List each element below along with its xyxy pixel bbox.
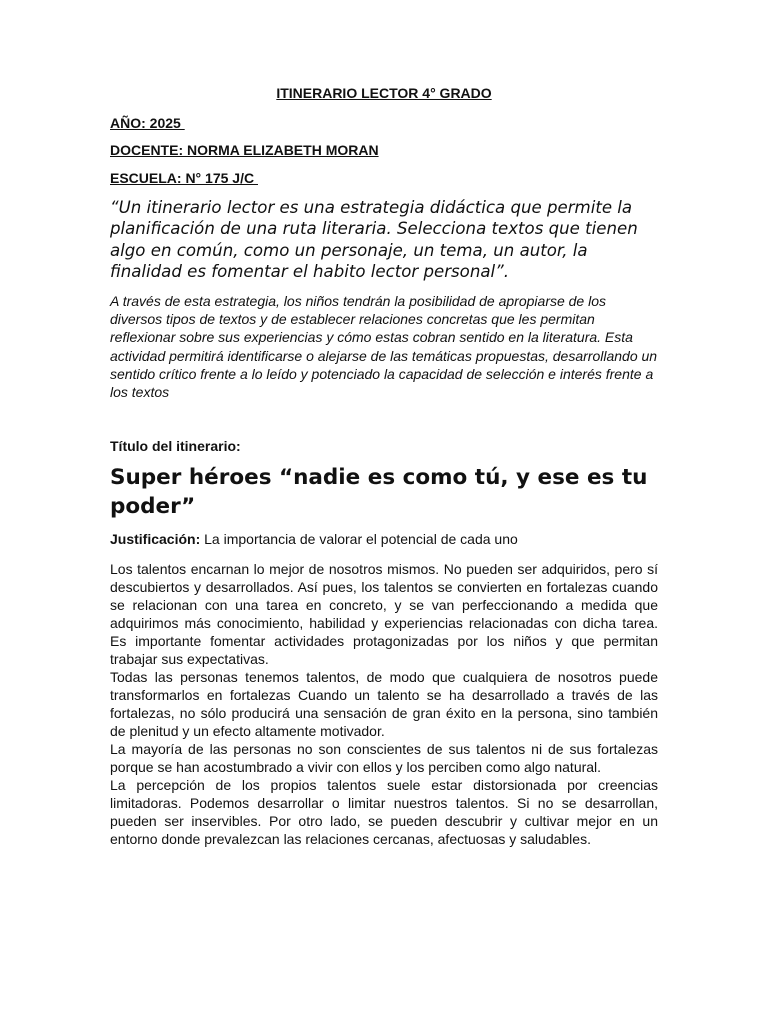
justification-label: Justificación: [110, 531, 201, 547]
document-title: ITINERARIO LECTOR 4° GRADO [276, 85, 492, 101]
body-paragraph: La percepción de los propios talentos suele estar distorsionada por creencias limitadoras. Podemos desarrollar o limitar nuestros talentos. Si no se desarrollan, pueden ser inservibles. Por otro lado, se pueden descubrir y cultivar mejor en un entorno donde prevalezcan las relaciones cercanas, afectuosas y saludables. [110, 777, 658, 847]
justification-text: La importancia de valorar el potencial de cada uno [200, 531, 518, 547]
body-paragraph: Los talentos encarnan lo mejor de nosotros mismos. No pueden ser adquiridos, pero sí descubiertos y desarrollados. Así pues, los talentos se convierten en fortalezas cuando se relacionan con una tarea en concreto, y se van perfeccionando a medida que adquirimos más conocimiento, habilidad y experiencias relacionadas con dicha tarea. Es importante fomentar actividades protagonizadas por los niños y que permitan trabajar sus expectativas. [110, 561, 658, 667]
body-text [110, 560, 658, 848]
body-paragraph: La mayoría de las personas no son conscientes de sus talentos ni de sus fortalezas porque se han acostumbrado a vivir con ellos y los perciben como algo natural. [110, 741, 658, 775]
itinerary-title: Super héroes “nadie es como tú, y ese es tu poder” [110, 465, 648, 519]
justification-line [110, 531, 518, 547]
definition-quote: “Un itinerario lector es una estrategia didáctica que permite la planificación de una ruta literaria. Selecciona textos que tienen algo en común, como un personaje, un tema, un autor, la finalidad es fomentar el habito lector personal”. [110, 198, 638, 281]
year-line: AÑO: 2025 [110, 115, 185, 131]
document-page [110, 0, 658, 1024]
intro-paragraph: A través de esta estrategia, los niños tendrán la posibilidad de apropiarse de los diversos tipos de textos y de establecer relaciones concretas que les permitan reflexionar sobre sus experiencias y cómo estas cobran sentido en la literatura. Esta actividad permitirá identificarse o alejarse de las temáticas propuestas, desarrollando un sentido crítico frente a lo leído y potenciado la capacidad de selección e interés frente a los textos [110, 293, 658, 401]
body-paragraph: Todas las personas tenemos talentos, de modo que cualquiera de nosotros puede transformarlos en fortalezas Cuando un talento se ha desarrollado a través de las fortalezas, no sólo producirá una sensación de gran éxito en la persona, sino también de plenitud y un efecto altamente motivador. [110, 669, 658, 739]
itinerary-title-label: Título del itinerario: [110, 438, 241, 454]
teacher-line: DOCENTE: NORMA ELIZABETH MORAN [110, 142, 379, 158]
school-line: ESCUELA: N° 175 J/C [110, 170, 258, 186]
